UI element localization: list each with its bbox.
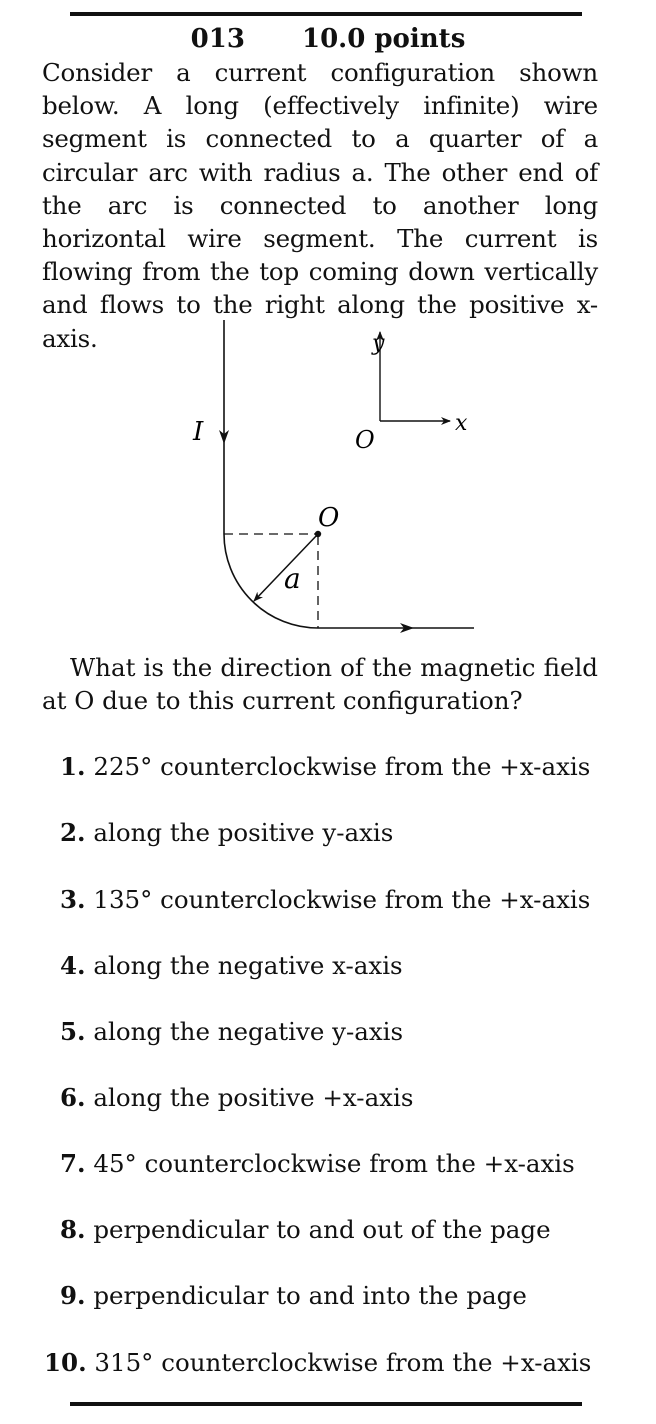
choice-text: along the positive +x-axis [93, 1083, 414, 1112]
current-label: I [193, 417, 204, 447]
choice-1[interactable] [60, 751, 590, 783]
choice-number: 7. [60, 1149, 86, 1178]
choice-10[interactable] [44, 1347, 591, 1379]
choice-number: 9. [60, 1281, 86, 1310]
bottom-rule [70, 1402, 582, 1406]
choice-text: along the positive y-axis [93, 818, 394, 847]
choice-text: 225° counterclockwise from the +x-axis [93, 752, 591, 781]
choice-text: 315° counterclockwise from the +x-axis [94, 1348, 592, 1377]
question-text: What is the direction of the magnetic field at O due to this current configuration? [42, 653, 598, 716]
choice-text: along the negative y-axis [93, 1017, 404, 1046]
choice-text: along the negative x-axis [93, 951, 403, 980]
choice-number: 6. [60, 1083, 86, 1112]
choice-4[interactable] [60, 950, 403, 982]
choice-9[interactable] [60, 1280, 527, 1312]
x-axis-label: x [455, 411, 468, 436]
choice-7[interactable] [60, 1148, 575, 1180]
choice-number: 3. [60, 885, 86, 914]
center-label: O [318, 503, 340, 533]
problem-statement: Consider a current configuration shown below. A long (effectively infinite) wire segment is connected to a quarter of a circular arc with radius a. The other end of the arc is connected to another long horizontal wire segment. The current is flowing from the top coming down vertically and flows to the right along the positive x-axis. [42, 58, 598, 353]
choice-number: 1. [60, 752, 86, 781]
choice-text: perpendicular to and into the page [93, 1281, 527, 1310]
choice-number: 2. [60, 818, 86, 847]
choice-number: 8. [60, 1215, 86, 1244]
choice-number: 10. [44, 1348, 87, 1377]
problem-header [0, 22, 656, 56]
choice-5[interactable] [60, 1016, 403, 1048]
choice-text: 135° counterclockwise from the +x-axis [93, 885, 591, 914]
choice-number: 5. [60, 1017, 86, 1046]
axes-origin-label: O [355, 426, 375, 454]
top-rule [70, 12, 582, 16]
current-configuration-figure [0, 316, 656, 646]
problem-number: 013 [190, 24, 245, 54]
choice-text: perpendicular to and out of the page [93, 1215, 551, 1244]
radius-label: a [284, 562, 301, 595]
choice-2[interactable] [60, 817, 393, 849]
problem-points: 10.0 points [302, 24, 466, 54]
y-axis-label: y [372, 331, 385, 356]
choice-8[interactable] [60, 1214, 551, 1246]
choice-text: 45° counterclockwise from the +x-axis [93, 1149, 575, 1178]
choice-3[interactable] [60, 884, 590, 916]
choice-6[interactable] [60, 1082, 413, 1114]
choice-number: 4. [60, 951, 86, 980]
